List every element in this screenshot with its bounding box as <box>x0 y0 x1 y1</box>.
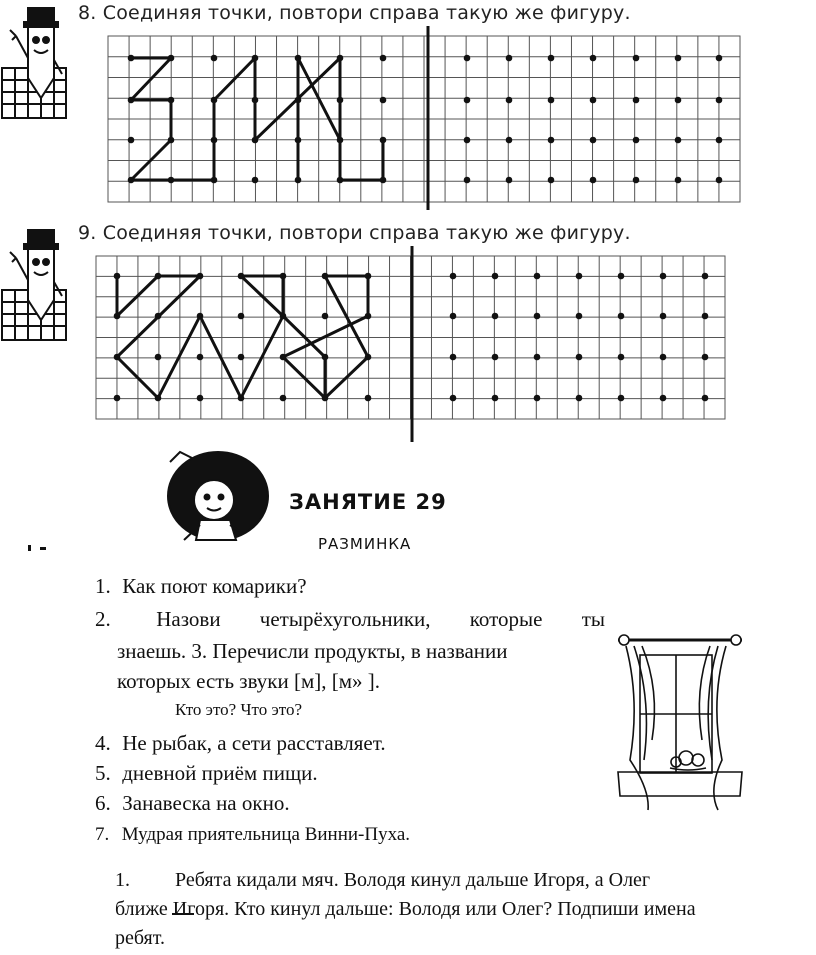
riddle-6-number: 6. <box>95 791 111 815</box>
grid-dot <box>633 97 640 104</box>
grid-dot <box>548 97 555 104</box>
grid-dot <box>548 177 555 184</box>
question-2-number: 2. <box>95 607 111 631</box>
riddle-5-text: дневной приём пищи. <box>122 761 318 785</box>
grid-dot <box>660 313 667 320</box>
grid-dot <box>618 395 625 402</box>
grid-dot <box>450 313 457 320</box>
grid-dot <box>702 273 709 280</box>
pencil-mascot-icon <box>2 230 66 340</box>
riddle-7-text: Мудрая приятельница Винни-Пуха. <box>121 824 411 845</box>
grid-dot <box>238 354 245 361</box>
lesson-subtitle: РАЗМИНКА <box>318 535 412 551</box>
grid-dot <box>618 354 625 361</box>
grid-dot <box>280 395 287 402</box>
question-2-text: Назови четырёхугольники, которые ты <box>156 607 605 631</box>
question-1 <box>95 571 307 601</box>
grid-dot <box>322 313 329 320</box>
grid-dot <box>238 313 245 320</box>
grid-dot <box>590 137 597 144</box>
grid-dot <box>380 97 387 104</box>
grid-dot <box>155 354 162 361</box>
grid-dot <box>702 313 709 320</box>
grid-dot <box>450 354 457 361</box>
grid-dot <box>464 137 471 144</box>
grid-dot <box>450 273 457 280</box>
grid-dot <box>128 137 135 144</box>
grid-dot <box>464 55 471 62</box>
grid-dot <box>576 395 583 402</box>
grid-dot <box>675 137 682 144</box>
page-marks <box>28 545 46 551</box>
girl-mascot-icon <box>168 452 268 540</box>
word-problem <box>115 866 715 953</box>
word-problem-text-2: ближе Игоря. Кто кинул дальше: Володя или Олег? Подпиши имена ребят. <box>115 898 696 949</box>
grid-dot <box>716 55 723 62</box>
question-2-line-2 <box>117 636 508 666</box>
grid-dot <box>702 395 709 402</box>
window-curtain-icon <box>618 635 742 810</box>
grid-dot <box>114 395 121 402</box>
grid-dot <box>464 177 471 184</box>
question-2 <box>95 604 605 634</box>
grid-dot <box>675 97 682 104</box>
grid-dot <box>618 273 625 280</box>
word-problem-text: Ребята кидали мяч. Володя кинул дальше Игоря, а Олег <box>175 869 651 891</box>
grid-dot <box>675 55 682 62</box>
grid-dot <box>197 395 204 402</box>
grid-dot <box>590 55 597 62</box>
grid-dot <box>548 137 555 144</box>
grid-dot <box>576 273 583 280</box>
grid-dot <box>576 354 583 361</box>
grid-dot <box>633 55 640 62</box>
grid-dot <box>660 354 667 361</box>
grid-dot <box>506 97 513 104</box>
pencil-mascot-icon <box>2 8 66 118</box>
grid-dot <box>660 273 667 280</box>
riddle-header: Кто это? Что это? <box>175 700 302 719</box>
grid-dot <box>534 395 541 402</box>
grid-dot <box>492 354 499 361</box>
grid-dot <box>464 97 471 104</box>
task-9-title: 9. Соединяя точки, повтори справа такую же фигуру. <box>78 222 631 244</box>
riddle-7-number: 7. <box>95 824 110 845</box>
grid-dot <box>675 177 682 184</box>
grid-dot <box>492 273 499 280</box>
grid-dot <box>365 395 372 402</box>
grid-dot <box>534 354 541 361</box>
grid-dot <box>506 177 513 184</box>
riddle-6-text: Занавеска на окно. <box>122 791 290 815</box>
grid-dot <box>450 395 457 402</box>
riddle-4 <box>95 728 386 758</box>
grid-8 <box>108 36 740 202</box>
grid-dot <box>576 313 583 320</box>
grid-dot <box>252 177 259 184</box>
grid-dot <box>660 395 667 402</box>
grid-dot <box>492 395 499 402</box>
word-problem-number: 1. <box>115 869 130 891</box>
grid-dot <box>716 97 723 104</box>
question-1-number: 1. <box>95 574 111 598</box>
grid-dot <box>618 313 625 320</box>
grid-dot <box>702 354 709 361</box>
riddle-7 <box>95 820 410 850</box>
riddle-4-text: Не рыбак, а сети расставляет. <box>122 731 386 755</box>
grid-dot <box>716 177 723 184</box>
task-8-title: 8. Соединяя точки, повтори справа такую же фигуру. <box>78 2 631 24</box>
question-1-text: Как поют комарики? <box>122 574 307 598</box>
grid-dot <box>548 55 555 62</box>
grid-dot <box>590 97 597 104</box>
grid-dot <box>716 137 723 144</box>
grid-dot <box>590 177 597 184</box>
question-3-text: знаешь. 3. Перечисли продукты, в названии <box>117 639 508 663</box>
grid-dot <box>197 354 204 361</box>
grid-dot <box>380 55 387 62</box>
grid-dot <box>506 137 513 144</box>
riddle-6 <box>95 788 290 818</box>
grid-dot <box>633 177 640 184</box>
question-3-text-line-2: которых есть звуки [м], [м» ]. <box>117 669 381 693</box>
grid-dot <box>633 137 640 144</box>
grid-dot <box>211 55 218 62</box>
riddle-4-number: 4. <box>95 731 111 755</box>
grid-dot <box>506 55 513 62</box>
riddle-5-number: 5. <box>95 761 111 785</box>
question-2-line-3 <box>117 666 380 696</box>
grid-dot <box>492 313 499 320</box>
grid-dot <box>534 313 541 320</box>
riddle-5 <box>95 758 318 788</box>
lesson-title: ЗАНЯТИЕ 29 <box>289 490 447 514</box>
grid-dot <box>534 273 541 280</box>
